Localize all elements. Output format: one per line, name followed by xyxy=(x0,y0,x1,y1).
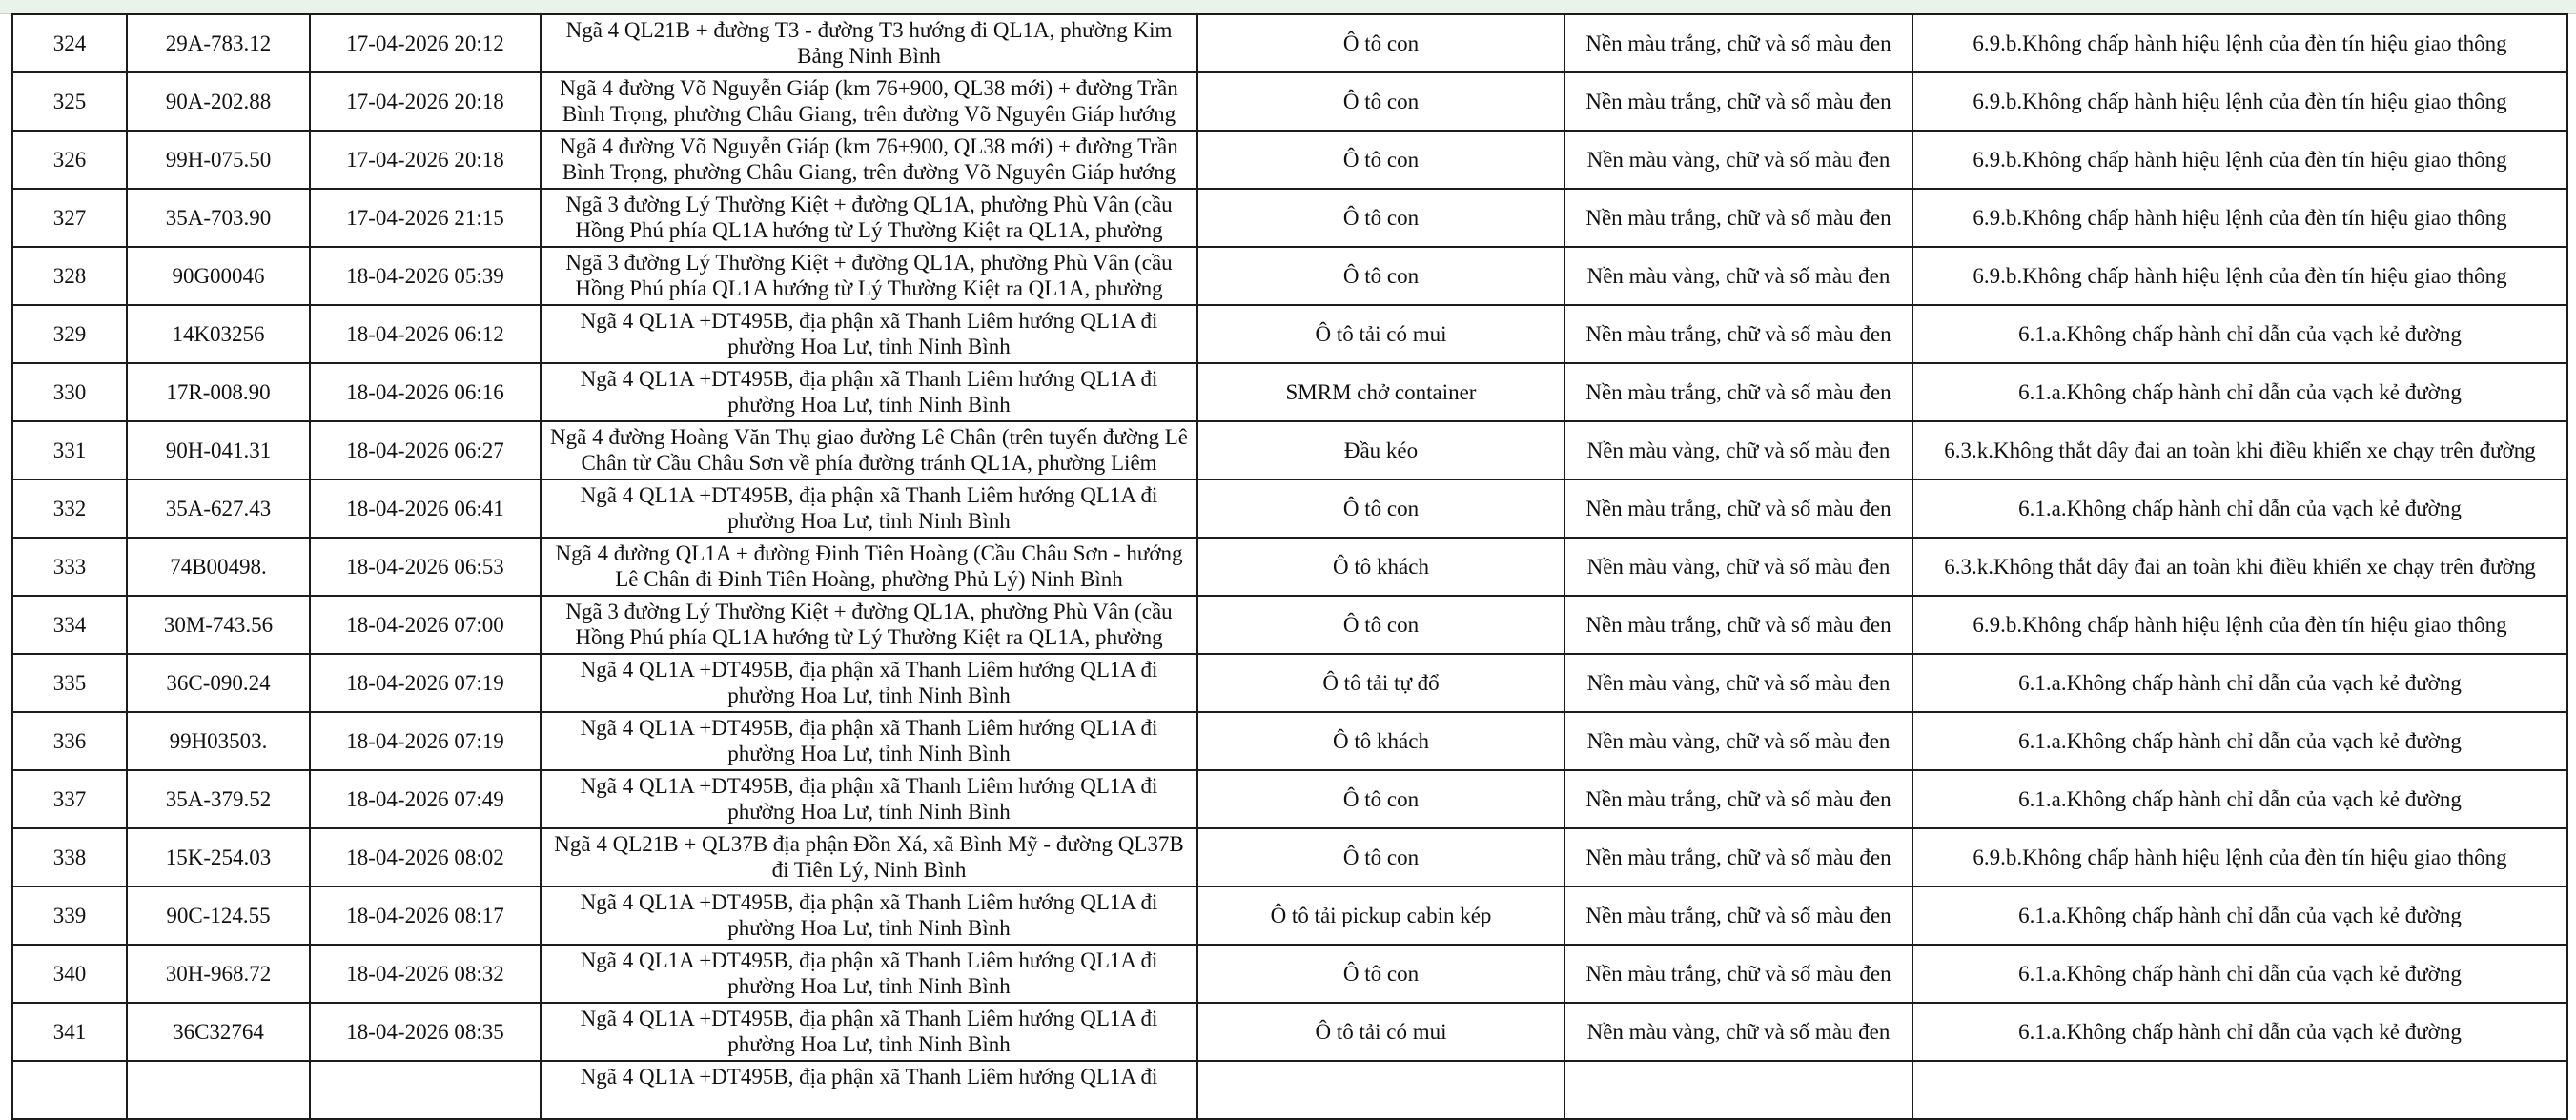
vehicle-type-cell[interactable]: Đầu kéo xyxy=(1197,421,1564,479)
violation-time-cell[interactable]: 18-04-2026 08:32 xyxy=(310,945,541,1003)
plate-color-cell[interactable]: Nền màu trắng, chữ và số màu đen xyxy=(1564,770,1912,828)
vehicle-type-cell[interactable]: Ô tô khách xyxy=(1197,712,1564,770)
violation-time-cell[interactable]: 18-04-2026 06:16 xyxy=(310,363,541,421)
location-cell[interactable] xyxy=(541,886,1197,945)
vehicle-type-cell[interactable]: Ô tô con xyxy=(1197,479,1564,538)
plate-color-cell[interactable]: Nền màu vàng, chữ và số màu đen xyxy=(1564,131,1912,189)
table-body xyxy=(12,14,2567,1119)
violation-time-cell[interactable]: 18-04-2026 07:19 xyxy=(310,712,541,770)
location-cell[interactable] xyxy=(541,596,1197,654)
plate-color-cell[interactable]: Nền màu vàng, chữ và số màu đen xyxy=(1564,247,1912,305)
row-number-cell[interactable]: 334 xyxy=(12,596,127,654)
plate-color-cell[interactable]: Nền màu trắng, chữ và số màu đen xyxy=(1564,363,1912,421)
table-row xyxy=(12,363,2567,421)
table-row xyxy=(12,1061,2567,1119)
location-cell[interactable] xyxy=(541,770,1197,828)
location-cell[interactable] xyxy=(541,538,1197,596)
violation-time-cell[interactable]: 18-04-2026 06:53 xyxy=(310,538,541,596)
plate-color-cell[interactable]: Nền màu trắng, chữ và số màu đen xyxy=(1564,945,1912,1003)
location-cell[interactable] xyxy=(541,828,1197,886)
row-number-cell[interactable]: 324 xyxy=(12,14,127,72)
row-number-cell[interactable]: 341 xyxy=(12,1003,127,1061)
vehicle-type-cell[interactable]: Ô tô con xyxy=(1197,770,1564,828)
table-row xyxy=(12,1003,2567,1061)
location-cell[interactable] xyxy=(541,654,1197,712)
location-cell[interactable] xyxy=(541,72,1197,131)
violation-time-cell[interactable]: 18-04-2026 07:00 xyxy=(310,596,541,654)
table-row xyxy=(12,886,2567,945)
plate-color-cell[interactable]: Nền màu vàng, chữ và số màu đen xyxy=(1564,1003,1912,1061)
violation-cell[interactable]: 6.9.b.Không chấp hành hiệu lệnh của đèn tín hiệu giao thông xyxy=(1912,189,2567,247)
table-row xyxy=(12,479,2567,538)
violation-cell[interactable] xyxy=(1912,1061,2567,1119)
plate-number-cell[interactable]: 35A-627.43 xyxy=(127,479,310,538)
row-number-cell[interactable]: 328 xyxy=(12,247,127,305)
vehicle-type-cell[interactable]: Ô tô con xyxy=(1197,945,1564,1003)
violation-cell[interactable]: 6.1.a.Không chấp hành chỉ dẫn của vạch kẻ đường xyxy=(1912,654,2567,712)
location-text: Ngã 4 QL1A +DT495B, địa phận xã Thanh Liêm hướng QL1A đi phường Hoa Lư, tỉnh Ninh Bình xyxy=(580,658,1158,707)
violation-time-cell[interactable]: 17-04-2026 20:12 xyxy=(310,14,541,72)
plate-number-cell[interactable]: 30M-743.56 xyxy=(127,596,310,654)
vehicle-type-cell[interactable]: Ô tô con xyxy=(1197,72,1564,131)
location-text: Ngã 4 QL1A +DT495B, địa phận xã Thanh Liêm hướng QL1A đi phường Hoa Lư, tỉnh Ninh Bình xyxy=(580,367,1158,417)
row-number-cell[interactable]: 326 xyxy=(12,131,127,189)
violation-time-cell[interactable]: 17-04-2026 20:18 xyxy=(310,131,541,189)
plate-number-cell[interactable] xyxy=(127,1061,310,1119)
plate-color-cell[interactable]: Nền màu vàng, chữ và số màu đen xyxy=(1564,421,1912,479)
violation-cell[interactable]: 6.3.k.Không thắt dây đai an toàn khi điều khiển xe chạy trên đường xyxy=(1912,421,2567,479)
location-cell[interactable] xyxy=(541,131,1197,189)
violation-cell[interactable]: 6.1.a.Không chấp hành chỉ dẫn của vạch kẻ đường xyxy=(1912,886,2567,945)
violations-table xyxy=(11,13,2568,1120)
location-cell[interactable] xyxy=(541,305,1197,363)
location-text: Ngã 4 QL1A +DT495B, địa phận xã Thanh Liêm hướng QL1A đi phường Hoa Lư, tỉnh Ninh Bình xyxy=(580,1007,1158,1056)
violation-time-cell[interactable]: 18-04-2026 05:39 xyxy=(310,247,541,305)
vehicle-type-cell[interactable] xyxy=(1197,1061,1564,1119)
location-text: Ngã 4 QL21B + QL37B địa phận Đồn Xá, xã Bình Mỹ - đường QL37B đi Tiên Lý, Ninh Bình xyxy=(554,832,1184,882)
violation-cell[interactable]: 6.9.b.Không chấp hành hiệu lệnh của đèn tín hiệu giao thông xyxy=(1912,828,2567,886)
plate-number-cell[interactable]: 90H-041.31 xyxy=(127,421,310,479)
location-text: Ngã 4 QL1A +DT495B, địa phận xã Thanh Liêm hướng QL1A đi phường Hoa Lư, tỉnh Ninh Bình xyxy=(580,483,1158,533)
violation-cell[interactable]: 6.1.a.Không chấp hành chỉ dẫn của vạch kẻ đường xyxy=(1912,479,2567,538)
row-number-cell[interactable]: 327 xyxy=(12,189,127,247)
violation-time-cell[interactable]: 18-04-2026 06:27 xyxy=(310,421,541,479)
violation-time-cell[interactable]: 18-04-2026 06:41 xyxy=(310,479,541,538)
plate-number-cell[interactable]: 90G00046 xyxy=(127,247,310,305)
vehicle-type-cell[interactable]: Ô tô con xyxy=(1197,247,1564,305)
location-cell[interactable] xyxy=(541,712,1197,770)
plate-color-cell[interactable]: Nền màu trắng, chữ và số màu đen xyxy=(1564,189,1912,247)
table-row xyxy=(12,945,2567,1003)
plate-color-cell[interactable] xyxy=(1564,1061,1912,1119)
plate-color-cell[interactable]: Nền màu trắng, chữ và số màu đen xyxy=(1564,305,1912,363)
plate-number-cell[interactable]: 99H03503. xyxy=(127,712,310,770)
violation-cell[interactable]: 6.1.a.Không chấp hành chỉ dẫn của vạch kẻ đường xyxy=(1912,1003,2567,1061)
plate-number-cell[interactable]: 17R-008.90 xyxy=(127,363,310,421)
table-row xyxy=(12,712,2567,770)
table-row xyxy=(12,247,2567,305)
table-row xyxy=(12,305,2567,363)
location-cell[interactable] xyxy=(541,247,1197,305)
row-number-cell[interactable]: 337 xyxy=(12,770,127,828)
table-row xyxy=(12,770,2567,828)
vehicle-type-cell[interactable]: Ô tô con xyxy=(1197,14,1564,72)
plate-color-cell[interactable]: Nền màu trắng, chữ và số màu đen xyxy=(1564,479,1912,538)
plate-number-cell[interactable]: 90C-124.55 xyxy=(127,886,310,945)
row-number-cell[interactable]: 333 xyxy=(12,538,127,596)
vehicle-type-cell[interactable]: Ô tô khách xyxy=(1197,538,1564,596)
plate-color-cell[interactable]: Nền màu trắng, chữ và số màu đen xyxy=(1564,72,1912,131)
violation-time-cell[interactable]: 17-04-2026 20:18 xyxy=(310,72,541,131)
table-row xyxy=(12,828,2567,886)
plate-color-cell[interactable]: Nền màu trắng, chữ và số màu đen xyxy=(1564,886,1912,945)
plate-number-cell[interactable]: 90A-202.88 xyxy=(127,72,310,131)
location-text: Ngã 3 đường Lý Thường Kiệt + đường QL1A, phường Phù Vân (cầu Hồng Phú phía QL1A hướng từ Lý Thường Kiệt ra QL1A, phường xyxy=(565,600,1173,649)
plate-color-cell[interactable]: Nền màu vàng, chữ và số màu đen xyxy=(1564,712,1912,770)
violation-cell[interactable]: 6.9.b.Không chấp hành hiệu lệnh của đèn tín hiệu giao thông xyxy=(1912,72,2567,131)
row-number-cell[interactable]: 336 xyxy=(12,712,127,770)
violation-cell[interactable]: 6.1.a.Không chấp hành chỉ dẫn của vạch kẻ đường xyxy=(1912,945,2567,1003)
location-text: Ngã 4 đường Võ Nguyễn Giáp (km 76+900, QL38 mới) + đường Trần Bình Trọng, phường Châu Giang, trên đường Võ Nguyên Giáp hướng xyxy=(560,134,1178,184)
violation-cell[interactable]: 6.9.b.Không chấp hành hiệu lệnh của đèn tín hiệu giao thông xyxy=(1912,596,2567,654)
location-cell[interactable] xyxy=(541,421,1197,479)
violation-cell[interactable]: 6.9.b.Không chấp hành hiệu lệnh của đèn tín hiệu giao thông xyxy=(1912,131,2567,189)
violation-time-cell[interactable]: 18-04-2026 07:19 xyxy=(310,654,541,712)
location-text: Ngã 4 QL1A +DT495B, địa phận xã Thanh Liêm hướng QL1A đi phường Hoa Lư, tỉnh Ninh Bình xyxy=(580,774,1158,824)
plate-color-cell[interactable]: Nền màu vàng, chữ và số màu đen xyxy=(1564,654,1912,712)
violation-time-cell[interactable]: 18-04-2026 08:02 xyxy=(310,828,541,886)
header-strip xyxy=(0,0,2576,14)
row-number-cell[interactable]: 329 xyxy=(12,305,127,363)
location-cell[interactable] xyxy=(541,363,1197,421)
row-number-cell[interactable]: 332 xyxy=(12,479,127,538)
location-text: Ngã 4 QL21B + đường T3 - đường T3 hướng đi QL1A, phường Kim Bảng Ninh Bình xyxy=(565,18,1173,68)
violation-cell[interactable]: 6.1.a.Không chấp hành chỉ dẫn của vạch kẻ đường xyxy=(1912,363,2567,421)
violation-cell[interactable]: 6.1.a.Không chấp hành chỉ dẫn của vạch kẻ đường xyxy=(1912,770,2567,828)
violation-time-cell[interactable] xyxy=(310,1061,541,1119)
vehicle-type-cell[interactable]: Ô tô con xyxy=(1197,828,1564,886)
plate-number-cell[interactable]: 36C32764 xyxy=(127,1003,310,1061)
plate-color-cell[interactable]: Nền màu trắng, chữ và số màu đen xyxy=(1564,14,1912,72)
violation-cell[interactable]: 6.1.a.Không chấp hành chỉ dẫn của vạch kẻ đường xyxy=(1912,305,2567,363)
location-text: Ngã 4 đường Võ Nguyễn Giáp (km 76+900, QL38 mới) + đường Trần Bình Trọng, phường Châu Giang, trên đường Võ Nguyên Giáp hướng xyxy=(560,76,1178,126)
table-row xyxy=(12,72,2567,131)
violation-cell[interactable]: 6.9.b.Không chấp hành hiệu lệnh của đèn tín hiệu giao thông xyxy=(1912,247,2567,305)
plate-color-cell[interactable]: Nền màu trắng, chữ và số màu đen xyxy=(1564,596,1912,654)
row-number-cell[interactable]: 330 xyxy=(12,363,127,421)
table-row xyxy=(12,189,2567,247)
violation-cell[interactable]: 6.1.a.Không chấp hành chỉ dẫn của vạch kẻ đường xyxy=(1912,712,2567,770)
vehicle-type-cell[interactable]: Ô tô con xyxy=(1197,131,1564,189)
table-row xyxy=(12,421,2567,479)
plate-number-cell[interactable]: 35A-703.90 xyxy=(127,189,310,247)
plate-number-cell[interactable]: 15K-254.03 xyxy=(127,828,310,886)
table-row xyxy=(12,596,2567,654)
plate-number-cell[interactable]: 29A-783.12 xyxy=(127,14,310,72)
table-row xyxy=(12,131,2567,189)
vehicle-type-cell[interactable]: Ô tô tải pickup cabin kép xyxy=(1197,886,1564,945)
vehicle-type-cell[interactable]: Ô tô con xyxy=(1197,596,1564,654)
location-text: Ngã 4 đường Hoàng Văn Thụ giao đường Lê Chân (trên tuyến đường Lê Chân từ Cầu Châu Sơn về phía đường tránh QL1A, phường Liêm xyxy=(550,425,1188,475)
location-text: Ngã 4 đường QL1A + đường Đinh Tiên Hoàng (Cầu Châu Sơn - hướng Lê Chân đi Đinh Tiên Hoàng, phường Phủ Lý) Ninh Bình xyxy=(555,541,1183,591)
location-text: Ngã 4 QL1A +DT495B, địa phận xã Thanh Liêm hướng QL1A đi phường Hoa Lư, tỉnh Ninh Bình xyxy=(580,890,1158,940)
row-number-cell[interactable] xyxy=(12,1061,127,1119)
location-text: Ngã 3 đường Lý Thường Kiệt + đường QL1A, phường Phù Vân (cầu Hồng Phú phía QL1A hướng từ Lý Thường Kiệt ra QL1A, phường xyxy=(565,251,1173,300)
location-text: Ngã 4 QL1A +DT495B, địa phận xã Thanh Liêm hướng QL1A đi phường Hoa Lư, tỉnh Ninh Bình xyxy=(580,309,1158,358)
row-number-cell[interactable]: 325 xyxy=(12,72,127,131)
plate-number-cell[interactable]: 35A-379.52 xyxy=(127,770,310,828)
plate-color-cell[interactable]: Nền màu vàng, chữ và số màu đen xyxy=(1564,538,1912,596)
location-text: Ngã 4 QL1A +DT495B, địa phận xã Thanh Liêm hướng QL1A đi xyxy=(580,1065,1158,1089)
violation-time-cell[interactable]: 17-04-2026 21:15 xyxy=(310,189,541,247)
plate-color-cell[interactable]: Nền màu trắng, chữ và số màu đen xyxy=(1564,828,1912,886)
row-number-cell[interactable]: 335 xyxy=(12,654,127,712)
location-text: Ngã 4 QL1A +DT495B, địa phận xã Thanh Liêm hướng QL1A đi phường Hoa Lư, tỉnh Ninh Bình xyxy=(580,716,1158,765)
plate-number-cell[interactable]: 30H-968.72 xyxy=(127,945,310,1003)
location-text: Ngã 4 QL1A +DT495B, địa phận xã Thanh Liêm hướng QL1A đi phường Hoa Lư, tỉnh Ninh Bình xyxy=(580,948,1158,998)
violation-time-cell[interactable]: 18-04-2026 08:17 xyxy=(310,886,541,945)
vehicle-type-cell[interactable]: Ô tô tải tự đổ xyxy=(1197,654,1564,712)
vehicle-type-cell[interactable]: SMRM chở container xyxy=(1197,363,1564,421)
table-row xyxy=(12,654,2567,712)
row-number-cell[interactable]: 338 xyxy=(12,828,127,886)
violation-cell[interactable]: 6.9.b.Không chấp hành hiệu lệnh của đèn tín hiệu giao thông xyxy=(1912,14,2567,72)
row-number-cell[interactable]: 339 xyxy=(12,886,127,945)
row-number-cell[interactable]: 340 xyxy=(12,945,127,1003)
plate-number-cell[interactable]: 14K03256 xyxy=(127,305,310,363)
table-row xyxy=(12,14,2567,72)
vehicle-type-cell[interactable]: Ô tô tải có mui xyxy=(1197,305,1564,363)
location-text: Ngã 3 đường Lý Thường Kiệt + đường QL1A, phường Phù Vân (cầu Hồng Phú phía QL1A hướng từ Lý Thường Kiệt ra QL1A, phường xyxy=(565,193,1173,242)
violation-cell[interactable]: 6.3.k.Không thắt dây đai an toàn khi điều khiển xe chạy trên đường xyxy=(1912,538,2567,596)
row-number-cell[interactable]: 331 xyxy=(12,421,127,479)
location-cell[interactable] xyxy=(541,189,1197,247)
location-cell[interactable] xyxy=(541,945,1197,1003)
vehicle-type-cell[interactable]: Ô tô tải có mui xyxy=(1197,1003,1564,1061)
location-cell[interactable] xyxy=(541,1061,1197,1119)
location-cell[interactable] xyxy=(541,479,1197,538)
plate-number-cell[interactable]: 99H-075.50 xyxy=(127,131,310,189)
violation-time-cell[interactable]: 18-04-2026 06:12 xyxy=(310,305,541,363)
table-row xyxy=(12,538,2567,596)
vehicle-type-cell[interactable]: Ô tô con xyxy=(1197,189,1564,247)
plate-number-cell[interactable]: 36C-090.24 xyxy=(127,654,310,712)
location-cell[interactable] xyxy=(541,1003,1197,1061)
violation-time-cell[interactable]: 18-04-2026 08:35 xyxy=(310,1003,541,1061)
violation-time-cell[interactable]: 18-04-2026 07:49 xyxy=(310,770,541,828)
location-cell[interactable] xyxy=(541,14,1197,72)
plate-number-cell[interactable]: 74B00498. xyxy=(127,538,310,596)
